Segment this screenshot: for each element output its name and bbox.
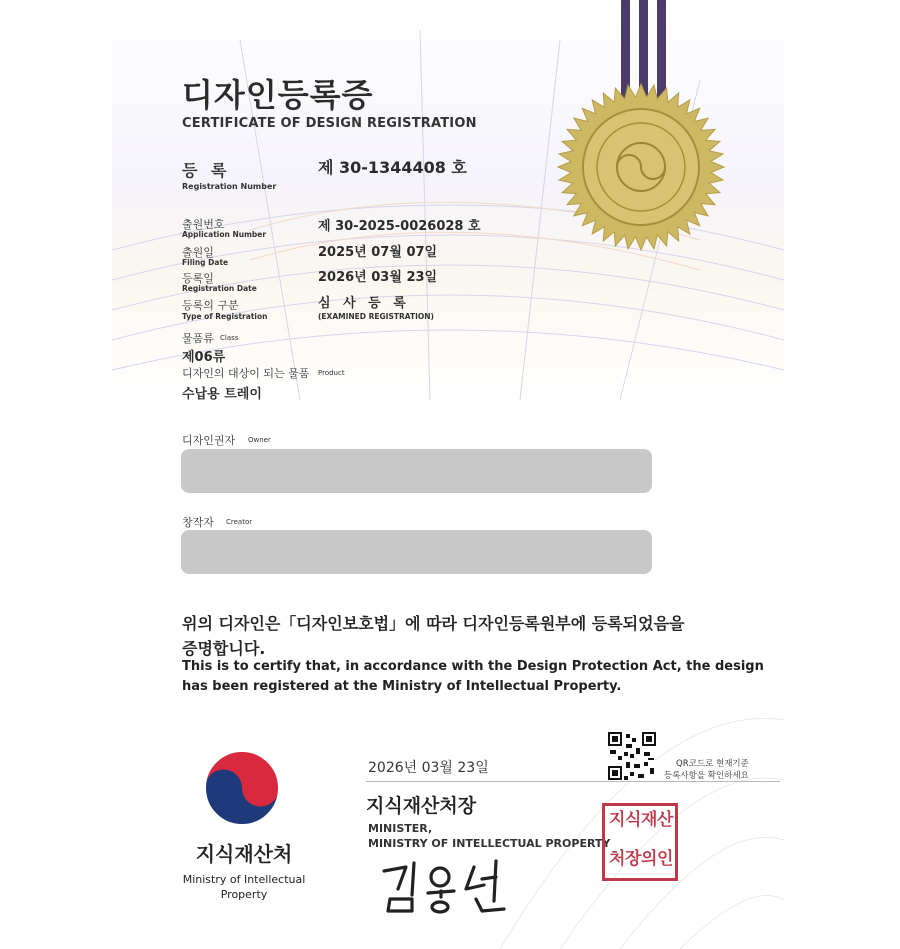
class-label-en: Class xyxy=(220,334,239,342)
gold-seal-icon xyxy=(556,82,726,252)
class-label: 물품류 xyxy=(182,332,214,345)
statement-ko-line-1: 위의 디자인은「디자인보호법」에 따라 디자인등록원부에 등록되었음을 xyxy=(182,614,685,633)
minister-signature xyxy=(378,855,528,915)
application-number-value: 제 30-2025-0026028 호 xyxy=(318,219,481,234)
owner-redacted-field xyxy=(181,449,652,493)
creator-label-en: Creator xyxy=(226,518,253,526)
official-stamp-icon: 지 식 재 산 처 장 의 인 xyxy=(602,803,678,881)
registration-date-value: 2026년 03월 23일 xyxy=(318,270,438,285)
owner-label: 디자인권자 xyxy=(182,434,236,447)
minister-title: 지식재산처장 xyxy=(366,795,477,817)
statement-ko-line-2: 증명합니다. xyxy=(182,639,266,658)
registration-label: 등 록 xyxy=(182,161,231,180)
application-number-label-en: Application Number xyxy=(182,230,267,239)
creator-redacted-field xyxy=(181,530,652,574)
registration-type-value: 심 사 등 록 xyxy=(318,296,410,311)
application-number-label: 출원번호 xyxy=(182,218,225,231)
statement-en-line-2: has been registered at the Ministry of Intellectual Property. xyxy=(182,679,622,694)
registration-date-label: 등록일 xyxy=(182,272,214,285)
registration-date-label-en: Registration Date xyxy=(182,284,257,293)
filing-date-label: 출원일 xyxy=(182,246,214,259)
creator-label: 창작자 xyxy=(182,516,214,529)
minister-title-en-1: MINISTER, xyxy=(368,822,433,835)
minister-title-en-2: MINISTRY OF INTELLECTUAL PROPERTY xyxy=(368,837,611,850)
filing-date-value: 2025년 07월 07일 xyxy=(318,245,438,260)
certificate-title-en: CERTIFICATE OF DESIGN REGISTRATION xyxy=(182,116,477,131)
owner-label-en: Owner xyxy=(248,436,271,444)
government-emblem-icon xyxy=(202,748,282,828)
ministry-name: 지식재산처 xyxy=(195,842,293,866)
statement-en-line-1: This is to certify that, in accordance with the Design Protection Act, the design xyxy=(182,659,764,674)
issue-date: 2026년 03월 23일 xyxy=(368,760,489,776)
registration-type-label: 등록의 구분 xyxy=(182,299,239,312)
ministry-name-en: Ministry of Intellectual Property xyxy=(182,873,306,901)
certificate-title: 디자인등록증 xyxy=(182,76,374,114)
class-value: 제06류 xyxy=(182,350,226,365)
qr-note-line-1: QR코드로 현재기준 xyxy=(676,759,749,769)
registration-type-label-en: Type of Registration xyxy=(182,312,268,321)
product-label: 디자인의 대상이 되는 물품 xyxy=(182,367,310,380)
filing-date-label-en: Filing Date xyxy=(182,258,229,267)
registration-label-en: Registration Number xyxy=(182,182,277,191)
qr-code-icon[interactable] xyxy=(608,732,656,780)
registration-type-sub: (EXAMINED REGISTRATION) xyxy=(318,312,434,321)
qr-note-line-2: 등록사항을 확인하세요 xyxy=(664,771,749,781)
registration-number: 제 30-1344408 호 xyxy=(318,158,467,177)
qr-note xyxy=(664,758,749,782)
product-label-en: Product xyxy=(318,369,345,377)
product-value: 수납용 트레이 xyxy=(182,387,262,402)
